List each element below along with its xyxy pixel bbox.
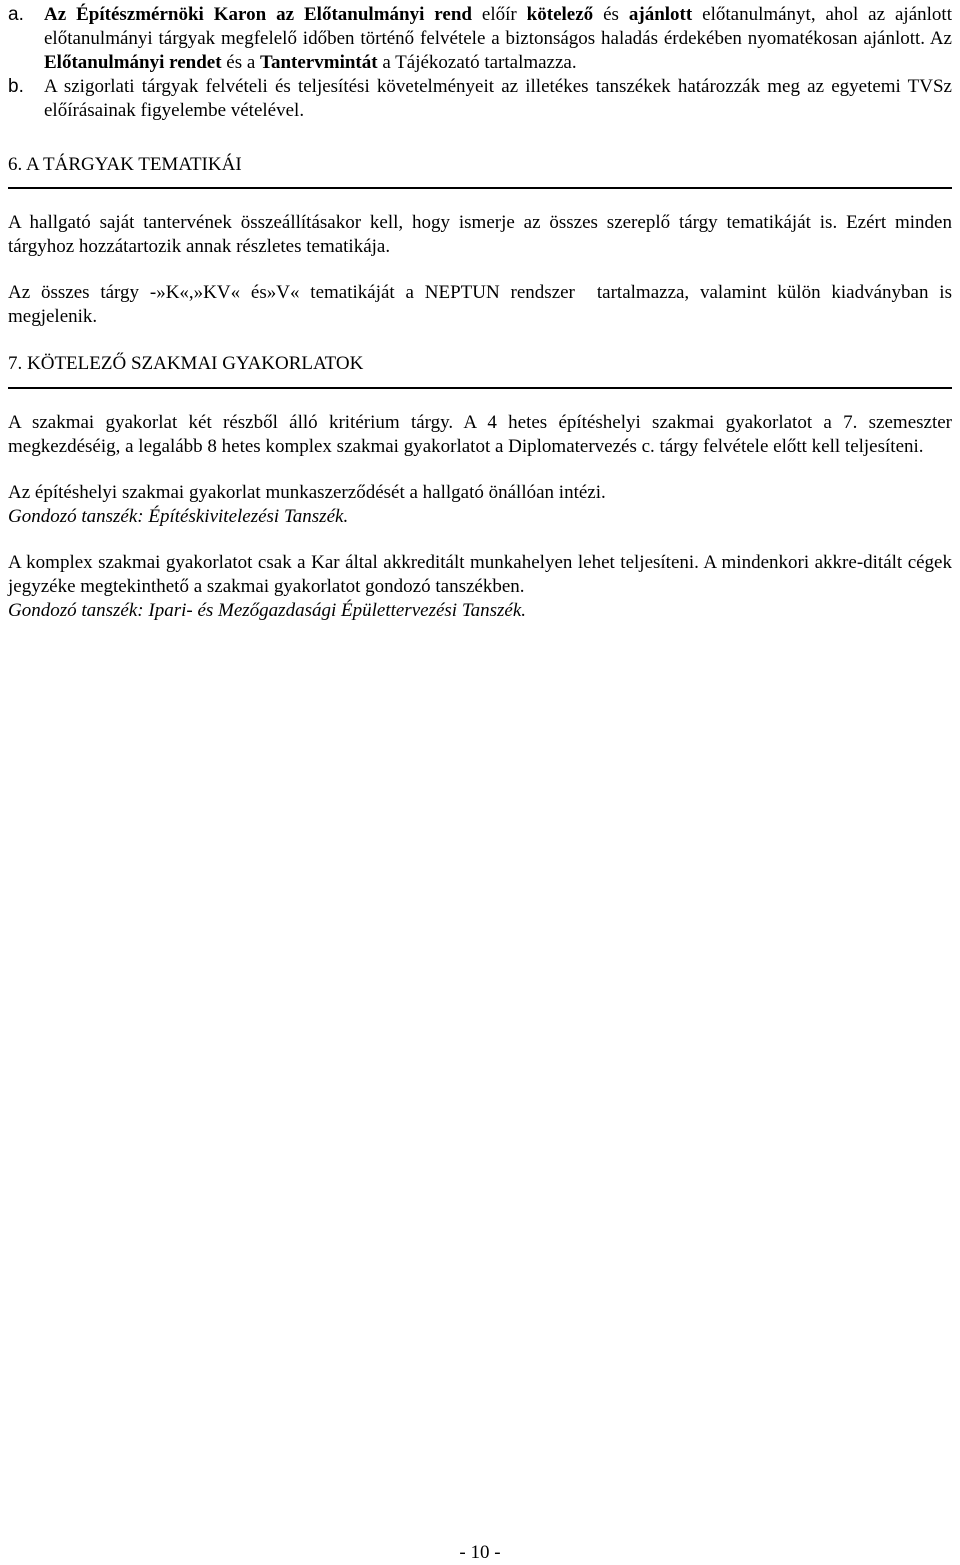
section-7-department-2: Gondozó tanszék: Ipari- és Mezőgazdasági Épülettervezési Tanszék. xyxy=(8,600,527,621)
text-run: a Tájékozató tartalmazza. xyxy=(377,52,577,73)
section-6-rule xyxy=(8,187,952,189)
section-6-heading: 6. A TÁRGYAK TEMATIKÁI xyxy=(8,154,242,175)
section-7-paragraph-1: A szakmai gyakorlat két részből álló kritérium tárgy. A 4 hetes építéshelyi szakmai gyakorlatot a 7. szemeszter megkezdéséig, a legalább 8 hetes komplex szakmai gyakorlatot a Diplomatervezés c. tárgy felvétele előtt kell teljesíteni. xyxy=(8,412,952,457)
list-marker-b: b. xyxy=(8,76,24,97)
section-7-heading: 7. KÖTELEZŐ SZAKMAI GYAKORLATOK xyxy=(8,353,364,374)
text-run: és a xyxy=(221,52,261,73)
page-number: - 10 - xyxy=(459,1542,501,1563)
list-item-b xyxy=(8,75,952,123)
section-6-paragraph-2-part-a: Az összes tárgy -»K«,»KV« és»V« tematikáját a NEPTUN rendszer xyxy=(8,282,575,303)
bold-text: Előtanulmányi rendet xyxy=(44,52,222,73)
text-run: előtanulmányt, ahol az ajánlott előtanulmányi tárgyak megfelelő időben történő felvétele a biztonságos haladás érdekében nyomatékosan ajánlott. Az xyxy=(44,4,952,49)
bold-text: Tantervmintát xyxy=(260,52,378,73)
bold-text: Az Építészmérnöki Karon az Előtanulmányi rend xyxy=(44,4,472,25)
section-7-department-1: Gondozó tanszék: Építéskivitelezési Tanszék. xyxy=(8,506,349,527)
section-6-paragraph-2 xyxy=(8,281,952,329)
text-run: és xyxy=(593,4,629,25)
text-run: előír xyxy=(471,4,527,25)
section-7-paragraph-3: A komplex szakmai gyakorlatot csak a Kar által akkreditált munkahelyen lehet teljesíteni. A mindenkori akkre-ditált cégek jegyzéke megtekinthető a szakmai gyakorlatot gondozó tanszékben. xyxy=(8,552,952,597)
list-marker-a: a. xyxy=(8,4,24,25)
section-6-paragraph-2-part-b: tartalmazza, valamint külön kiadványban is megjelenik. xyxy=(8,282,952,327)
list-item-b-text: A szigorlati tárgyak felvételi és teljesítési követelményeit az illetékes tanszékek határozzák meg az egyetemi TVSz előírásainak figyelembe vételével. xyxy=(44,76,952,121)
list-item-a xyxy=(8,3,952,75)
section-7-paragraph-2: Az építéshelyi szakmai gyakorlat munkaszerződését a hallgató önállóan intézi. xyxy=(8,482,606,503)
bold-text: ajánlott xyxy=(628,4,693,25)
section-6-paragraph-1: A hallgató saját tantervének összeállításakor kell, hogy ismerje az összes szereplő tárgy tematikáját is. Ezért minden tárgyhoz hozzátartozik annak részletes tematikája. xyxy=(8,212,952,257)
bold-text: kötelező xyxy=(526,4,594,25)
section-7-rule xyxy=(8,387,952,389)
document-page xyxy=(8,0,952,623)
